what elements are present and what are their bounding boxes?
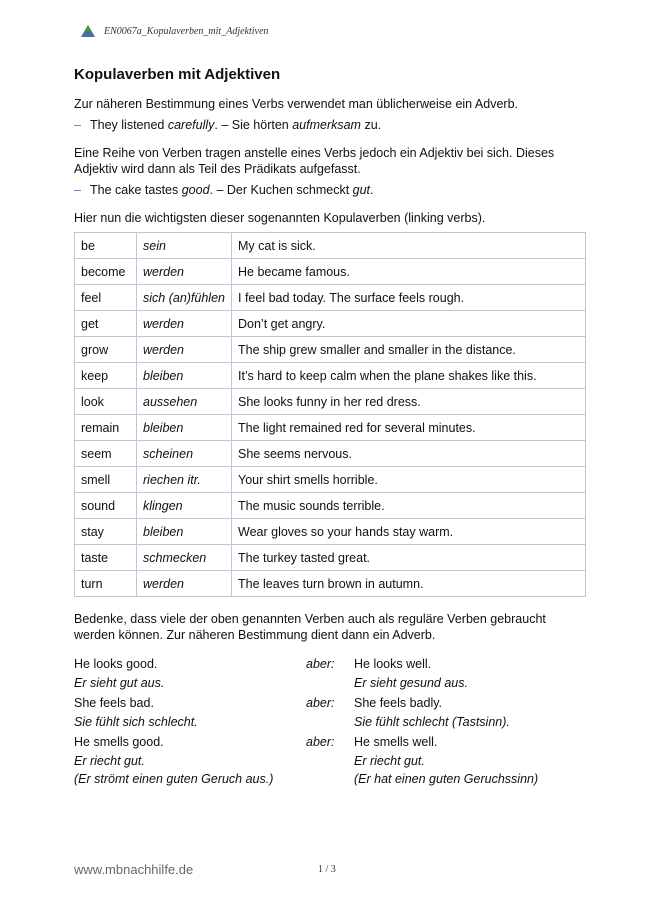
document-id: EN0067a_Kopulaverben_mit_Adjektiven	[104, 25, 269, 37]
table-row	[75, 467, 586, 493]
comparison-left: Er riecht gut.	[74, 753, 145, 768]
example-cell: It’s hard to keep calm when the plane shakes like this.	[232, 363, 586, 389]
table-row	[75, 363, 586, 389]
example-cell: She looks funny in her red dress.	[232, 389, 586, 415]
comparison-left: Er sieht gut aus.	[74, 675, 165, 690]
page-title: Kopulaverben mit Adjektiven	[74, 66, 281, 83]
verb-de-cell: sich (an)fühlen	[137, 285, 232, 311]
comparison-line	[74, 770, 586, 789]
verb-de-cell: bleiben	[137, 415, 232, 441]
verb-de-cell: bleiben	[137, 519, 232, 545]
example-cell: He became famous.	[232, 259, 586, 285]
verb-de-cell: werden	[137, 337, 232, 363]
example-cell: The music sounds terrible.	[232, 493, 586, 519]
table-row	[75, 545, 586, 571]
comparison-right: She feels badly.	[354, 696, 443, 710]
aber-label	[306, 713, 354, 732]
comparison-line	[74, 694, 586, 713]
table-row	[75, 441, 586, 467]
aber-label	[306, 674, 354, 693]
intro-paragraph-3: Hier nun die wichtigsten dieser sogenannten Kopulaverben (linking verbs).	[74, 211, 486, 225]
verb-en-cell: grow	[75, 337, 137, 363]
example-cell: My cat is sick.	[232, 233, 586, 259]
example-line-2	[74, 182, 586, 198]
verb-de-cell: aussehen	[137, 389, 232, 415]
verb-en-cell: feel	[75, 285, 137, 311]
aber-label	[306, 752, 354, 771]
verb-en-cell: stay	[75, 519, 137, 545]
comparison-right: (Er hat einen guten Geruchssinn)	[354, 772, 539, 786]
verb-en-cell: look	[75, 389, 137, 415]
verb-en-cell: seem	[75, 441, 137, 467]
example-text: They listened carefully. – Sie hörten aufmerksam zu.	[90, 118, 382, 132]
table-row	[75, 233, 586, 259]
example-cell: The leaves turn brown in autumn.	[232, 571, 586, 597]
table-row	[75, 493, 586, 519]
verb-en-cell: turn	[75, 571, 137, 597]
example-cell: The ship grew smaller and smaller in the distance.	[232, 337, 586, 363]
comparison-left: He smells good.	[74, 735, 164, 749]
verb-de-cell: riechen itr.	[137, 467, 232, 493]
example-line-1	[74, 117, 586, 133]
verb-de-cell: bleiben	[137, 363, 232, 389]
table-row	[75, 571, 586, 597]
table-row	[75, 259, 586, 285]
comparison-left: He looks good.	[74, 657, 158, 671]
intro-paragraph-2: Eine Reihe von Verben tragen anstelle eines Verbs jedoch ein Adjektiv bei sich. Dieses Adjektiv wird dann als Teil des Prädikats aufgefasst.	[74, 146, 555, 176]
verb-de-cell: werden	[137, 259, 232, 285]
verb-en-cell: smell	[75, 467, 137, 493]
note-paragraph: Bedenke, dass viele der oben genannten Verben auch als reguläre Verben gebraucht werden können. Zur näheren Bestimmung dient dann ein Adverb.	[74, 612, 546, 642]
verb-en-cell: taste	[75, 545, 137, 571]
verb-en-cell: keep	[75, 363, 137, 389]
verb-de-cell: klingen	[137, 493, 232, 519]
verb-en-cell: become	[75, 259, 137, 285]
comparison-left: She feels bad.	[74, 696, 154, 710]
comparison-left: (Er strömt einen guten Geruch aus.)	[74, 772, 274, 786]
page-content	[74, 66, 586, 789]
table-row	[75, 311, 586, 337]
document-header	[80, 22, 268, 40]
page-number: 1 / 3	[318, 864, 336, 875]
verb-de-cell: sein	[137, 233, 232, 259]
verb-en-cell: get	[75, 311, 137, 337]
example-cell: The light remained red for several minutes.	[232, 415, 586, 441]
verb-en-cell: be	[75, 233, 137, 259]
dash-bullet: –	[74, 183, 81, 197]
aber-label: aber:	[306, 735, 335, 749]
comparison-left: Sie fühlt sich schlecht.	[74, 714, 198, 729]
table-row	[75, 285, 586, 311]
comparison-line	[74, 674, 586, 693]
verb-de-cell: werden	[137, 571, 232, 597]
footer-website: www.mbnachhilfe.de	[74, 862, 194, 877]
table-row	[75, 337, 586, 363]
comparison-right: He smells well.	[354, 735, 438, 749]
example-cell: Don’t get angry.	[232, 311, 586, 337]
comparison-line	[74, 655, 586, 674]
comparison-line	[74, 733, 586, 752]
linking-verbs-table	[74, 232, 586, 597]
table-row	[75, 519, 586, 545]
aber-label: aber:	[306, 696, 335, 710]
intro-paragraph-1: Zur näheren Bestimmung eines Verbs verwendet man üblicherweise ein Adverb.	[74, 97, 518, 111]
comparison-line	[74, 713, 586, 732]
pyramid-logo-icon	[80, 24, 96, 38]
example-cell: I feel bad today. The surface feels rough.	[232, 285, 586, 311]
verb-en-cell: sound	[75, 493, 137, 519]
example-cell: The turkey tasted great.	[232, 545, 586, 571]
example-cell: She seems nervous.	[232, 441, 586, 467]
example-text: The cake tastes good. – Der Kuchen schmeckt gut.	[90, 183, 374, 197]
table-row	[75, 389, 586, 415]
example-cell: Your shirt smells horrible.	[232, 467, 586, 493]
comparison-right: Er sieht gesund aus.	[354, 675, 468, 690]
verb-de-cell: scheinen	[137, 441, 232, 467]
comparison-line	[74, 752, 586, 771]
dash-bullet: –	[74, 118, 81, 132]
table-row	[75, 415, 586, 441]
comparison-right: Er riecht gut.	[354, 753, 425, 768]
aber-label: aber:	[306, 657, 335, 671]
comparison-list	[74, 655, 586, 789]
example-cell: Wear gloves so your hands stay warm.	[232, 519, 586, 545]
verb-en-cell: remain	[75, 415, 137, 441]
comparison-right: He looks well.	[354, 657, 432, 671]
verb-de-cell: schmecken	[137, 545, 232, 571]
comparison-right: Sie fühlt schlecht (Tastsinn).	[354, 714, 510, 729]
verb-de-cell: werden	[137, 311, 232, 337]
aber-label	[306, 770, 354, 789]
